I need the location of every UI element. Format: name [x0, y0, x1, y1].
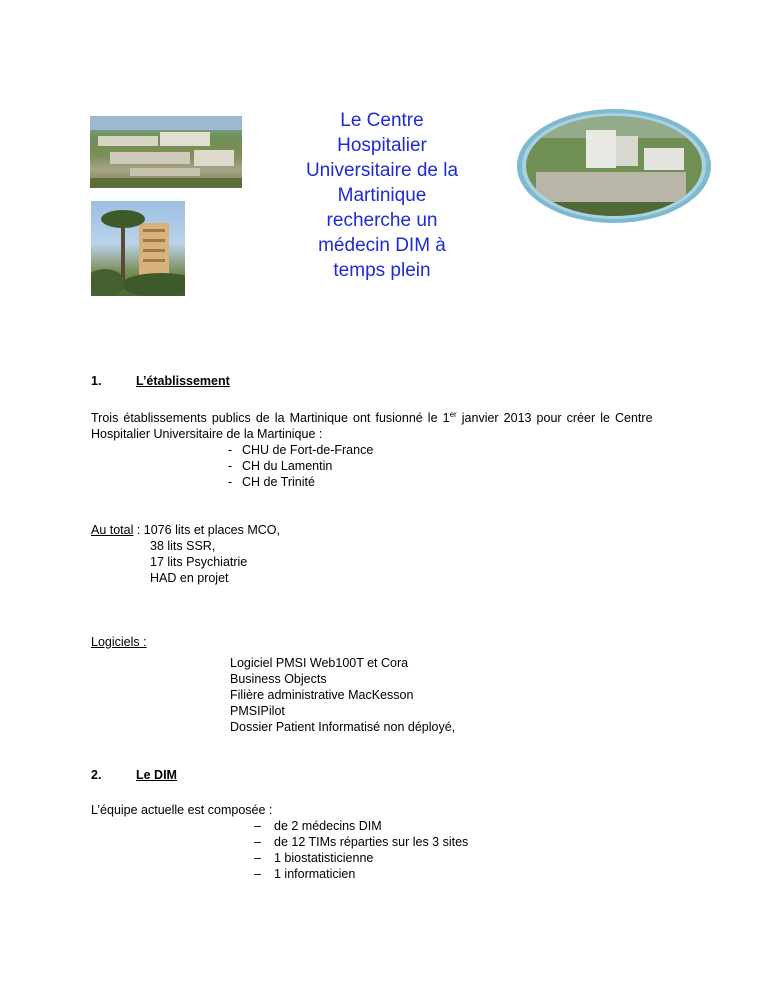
hospital-tower-photo [91, 201, 185, 296]
total-item: 38 lits SSR, [150, 539, 216, 553]
title-line: temps plein [333, 260, 431, 281]
intro-superscript: er [449, 410, 457, 419]
title-line: Hospitalier [337, 135, 427, 156]
section-1-intro-line-1 [91, 410, 678, 426]
total-item: 17 lits Psychiatrie [150, 555, 248, 569]
software-item: Dossier Patient Informatisé non déployé, [230, 720, 456, 734]
section-1-intro-line-2: Hospitalier Universitaire de la Martinique : [91, 427, 323, 441]
list-bullet: - [228, 459, 233, 473]
title-line: recherche un [326, 210, 438, 231]
title-line: Le Centre [340, 110, 424, 131]
software-item: Logiciel PMSI Web100T et Cora [230, 656, 409, 670]
list-bullet: – [254, 867, 261, 881]
title-line: Martinique [337, 185, 427, 206]
hospital-oval-photo [516, 108, 712, 224]
title-line: médecin DIM à [318, 235, 446, 256]
section-2-intro: L’équipe actuelle est composée : [91, 803, 273, 817]
list-bullet: - [228, 475, 233, 489]
list-item-site: CH du Lamentin [242, 459, 333, 473]
page-title [292, 108, 472, 283]
list-item-team: 1 biostatisticienne [274, 851, 374, 865]
list-bullet: - [228, 443, 233, 457]
total-item: HAD en projet [150, 571, 229, 585]
title-line: Universitaire de la [305, 160, 459, 181]
list-item-site: CH de Trinité [242, 475, 315, 489]
software-label: Logiciels : [91, 635, 147, 649]
total-line [91, 522, 280, 538]
list-bullet: – [254, 851, 261, 865]
section-2-number: 2. [91, 768, 102, 782]
section-2-heading: Le DIM [136, 768, 177, 782]
section-1-heading: L’établissement [136, 374, 230, 388]
list-item-team: de 12 TIMs réparties sur les 3 sites [274, 835, 469, 849]
section-1-number: 1. [91, 374, 102, 388]
software-item: Filière administrative MacKesson [230, 688, 414, 702]
intro-text-end: janvier 2013 pour créer le Centre [456, 411, 653, 425]
list-bullet: – [254, 835, 261, 849]
software-item: PMSIPilot [230, 704, 285, 718]
total-label: Au total [91, 523, 134, 537]
total-first: : 1076 lits et places MCO, [133, 523, 280, 537]
intro-text: Trois établissements publics de la Martinique ont fusionné le 1 [91, 411, 450, 425]
list-bullet: – [254, 819, 261, 833]
hospital-aerial-photo [90, 116, 242, 188]
list-item-site: CHU de Fort-de-France [242, 443, 374, 457]
software-item: Business Objects [230, 672, 327, 686]
list-item-team: de 2 médecins DIM [274, 819, 382, 833]
list-item-team: 1 informaticien [274, 867, 356, 881]
